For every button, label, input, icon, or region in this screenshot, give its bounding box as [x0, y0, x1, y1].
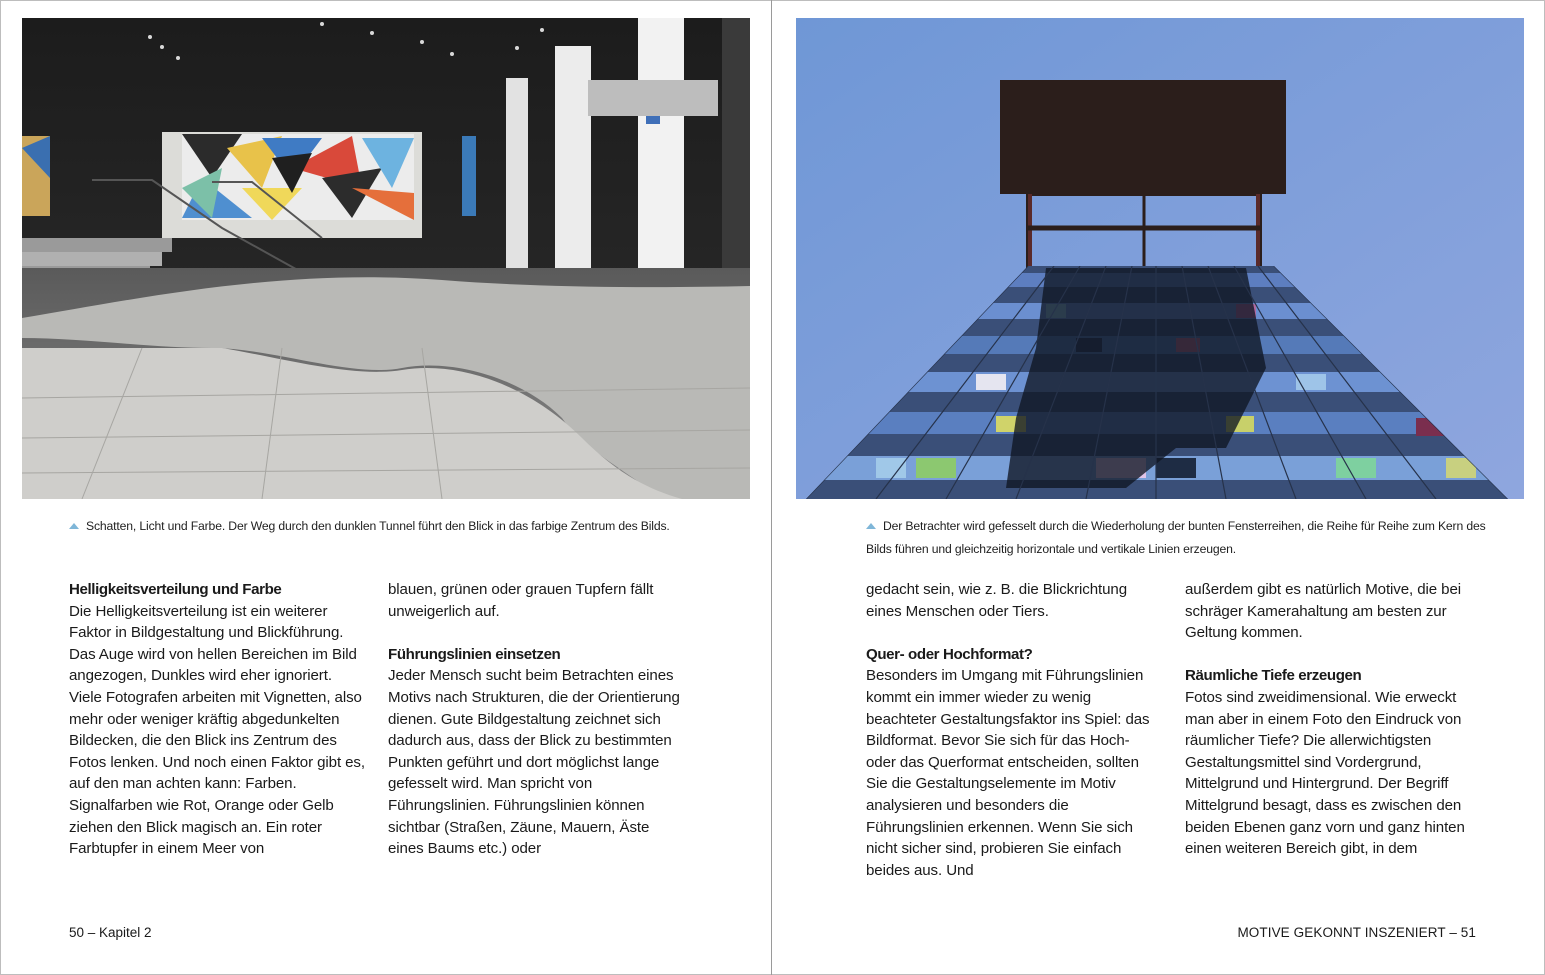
right-page: [772, 0, 1545, 975]
left-column-1: [69, 579, 365, 860]
heading-quer-hochformat: Quer- oder Hochformat?: [866, 645, 1033, 663]
page-number-left: 50 – Kapitel 2: [69, 925, 152, 940]
caption-triangle-icon: [69, 523, 79, 529]
body-text-continued: außerdem gibt es natürlich Motive, die bei schräger Kamerahaltung am besten zur Geltung kommen.: [1185, 581, 1462, 642]
body-text: Fotos sind zweidimensional. Wie erweckt man aber in einem Foto den Eindruck von räumlicher Tiefe? Die allerwichtigsten Gestaltungsmittel sind Vordergrund, Mittelgrund und Hintergrund. Der Begriff Mittelgrund besagt, dass es zwischen den beiden Ebenen ganz vorn und ganz hinten einen weiteren Bereich gibt, in dem: [1185, 688, 1465, 858]
body-text-continued: blauen, grünen oder grauen Tupfern fällt unweigerlich auf.: [388, 581, 654, 620]
facade-photo-graphic: [796, 18, 1524, 499]
body-text-continued: gedacht sein, wie z. B. die Blickrichtung eines Menschen oder Tiers.: [866, 581, 1128, 620]
caption-line-1: Der Betrachter wird gefesselt durch die Wiederholung der bunten Fensterreihen, die Reihe für Reihe zum Kern des: [883, 519, 1486, 533]
heading-fuehrungslinien: Führungslinien einsetzen: [388, 645, 561, 663]
body-text: Jeder Mensch sucht beim Betrachten eines Motivs nach Strukturen, die der Orientierung dienen. Gute Bildgestaltung zeichnet sich dadurch aus, dass der Blick zu bestimmten Punkten geführt und dort möglichst lange gefesselt wird. Man spricht von Führungslinien. Führungslinien können sichtbar (Straßen, Zäune, Mauern, Äste eines Baums etc.) oder: [388, 667, 680, 858]
heading-helligkeitsverteilung: Helligkeitsverteilung und Farbe: [69, 581, 282, 598]
right-photo-caption: [866, 515, 1526, 561]
caption-triangle-icon: [866, 523, 876, 529]
glass-facade-photo: [796, 18, 1524, 499]
caption-line-2: Bilds führen und gleichzeitig horizontale und vertikale Linien erzeugen.: [866, 542, 1236, 556]
right-column-2: [1185, 579, 1481, 860]
tunnel-mural-photo: [22, 18, 750, 499]
left-photo-caption: [69, 515, 749, 538]
heading-raeumliche-tiefe: Räumliche Tiefe erzeugen: [1185, 667, 1362, 685]
body-text: Besonders im Umgang mit Führungslinien kommt ein immer wieder zu wenig beachteter Gestaltungsfaktor ins Spiel: das Bildformat. Bevor Sie sich für das Hoch- oder das Querformat entscheiden, sollten Sie die Gestaltungselemente im Motiv analysieren und besonders die Führungslinien erkennen. Wenn Sie sich nicht sicher sind, probieren Sie einfach beides aus. Und: [866, 667, 1150, 879]
body-text: Die Helligkeitsverteilung ist ein weiterer Faktor in Bildgestaltung und Blickführung. Das Auge wird von hellen Bereichen im Bild angezogen, Dunkles wird eher ignoriert. Viele Fotografen arbeiten mit Vignetten, also mehr oder weniger kräftig abgedunkelten Bildecken, die den Blick ins Zentrum des Fotos lenken. Und noch einen Faktor gibt es, auf den man achten kann: Farben. Signalfarben wie Rot, Orange oder Gelb ziehen den Blick magisch an. Ein roter Farbtupfer in einem Meer von: [69, 602, 365, 858]
left-column-2: [388, 579, 684, 860]
right-column-1: [866, 579, 1162, 881]
caption-text: Schatten, Licht und Farbe. Der Weg durch den dunklen Tunnel führt den Blick in das farbige Zentrum des Bilds.: [86, 519, 670, 533]
left-page: [0, 0, 771, 975]
tunnel-photo-graphic: [22, 18, 750, 499]
page-number-right: MOTIVE GEKONNT INSZENIERT – 51: [1237, 925, 1476, 940]
